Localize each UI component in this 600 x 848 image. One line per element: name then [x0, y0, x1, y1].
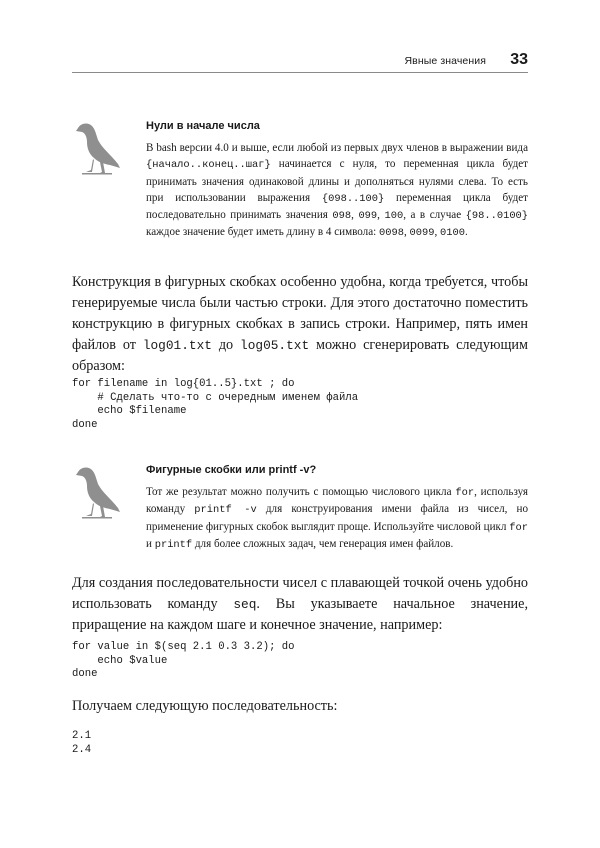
- inline-code: {98..0100}: [465, 210, 529, 223]
- inline-code: 098: [332, 210, 352, 223]
- text-run: ,: [351, 209, 359, 222]
- code-block: for filename in log{01..5}.txt ; do # Сделать что-то с очередным именем файла echo $filename done: [72, 378, 359, 431]
- text-run: Получаем следующую последовательность:: [72, 698, 338, 714]
- text-run: ,: [403, 226, 410, 239]
- page-number: 33: [510, 51, 528, 68]
- inline-code: log01.txt: [142, 338, 212, 353]
- text-run: каждое значение будет иметь длину в 4 символа:: [146, 226, 379, 239]
- text-run: Тот же результат можно получить с помощью числового цикла: [146, 486, 456, 498]
- text-run: переменная цикла будет последовательно принимать значения: [146, 191, 528, 222]
- text-run: можно сгенерировать следующим образом:: [72, 337, 529, 374]
- note-leading-zeros: [146, 120, 528, 242]
- raven-icon: [72, 118, 122, 180]
- inline-code: {начало..конец..шаг}: [146, 159, 271, 172]
- code-block: for value in $(seq 2.1 0.3 3.2); do echo $value done: [72, 641, 295, 680]
- note-title: Фигурные скобки или printf -v?: [146, 464, 317, 476]
- inline-code: for: [509, 521, 528, 534]
- note-title: Нули в начале числа: [146, 120, 260, 132]
- code-block: 2.1 2.4: [72, 730, 92, 756]
- text-run: ,: [377, 209, 385, 222]
- raven-icon: [72, 462, 122, 524]
- inline-code: printf: [154, 538, 193, 551]
- paragraph: [72, 573, 528, 636]
- inline-code: {098..100}: [321, 192, 385, 205]
- text-run: , а в случае: [403, 209, 466, 222]
- inline-code: 0100: [440, 227, 465, 240]
- text-run: Для создания последовательности чисел с плавающей точкой очень удобно использовать команду: [72, 575, 528, 612]
- text-run: до: [211, 337, 241, 353]
- text-run: начинается с нуля, то переменная цикла будет принимать значения одинаковой длины и дополняться нулями слева. То есть при использовании выражения: [146, 158, 528, 204]
- inline-code: 099: [358, 210, 378, 223]
- paragraph: [72, 272, 528, 377]
- text-run: В bash версии 4.0 и выше, если любой из первых двух членов в выражении вида: [146, 142, 528, 154]
- text-run: для более сложных задач, чем генерация имен файлов.: [192, 537, 454, 550]
- note-braces-vs-printf: [146, 464, 528, 553]
- header-rule: [72, 72, 528, 73]
- section-title: Явные значения: [404, 55, 486, 67]
- note-text: [146, 484, 528, 553]
- text-run: . Вы указываете начальное значение, приращение на каждом шаге и конечное значение, например:: [72, 596, 528, 633]
- text-run: , используя команду: [146, 486, 528, 516]
- text-run: ,: [434, 226, 440, 239]
- text-run: Конструкция в фигурных скобках особенно удобна, когда требуется, чтобы генерируемые числа были частью строки. Для этого достаточно поместить конструкцию в фигурных скобках в запись строки. Например, пять имен файлов от: [72, 274, 528, 353]
- inline-code: 0099: [409, 227, 435, 240]
- inline-code: printf -v: [194, 504, 257, 517]
- paragraph: [72, 696, 528, 717]
- text-run: для конструирования имени файла из чисел, но применение фигурных скобок выглядит проще. Используйте числовой цикл: [146, 503, 529, 533]
- inline-code: 0098: [379, 227, 404, 240]
- text-run: .: [464, 226, 468, 239]
- inline-code: log05.txt: [240, 338, 310, 353]
- inline-code: seq: [233, 597, 257, 612]
- inline-code: for: [455, 487, 475, 499]
- inline-code: 100: [384, 210, 404, 223]
- text-run: и: [146, 537, 155, 550]
- note-text: [146, 140, 528, 242]
